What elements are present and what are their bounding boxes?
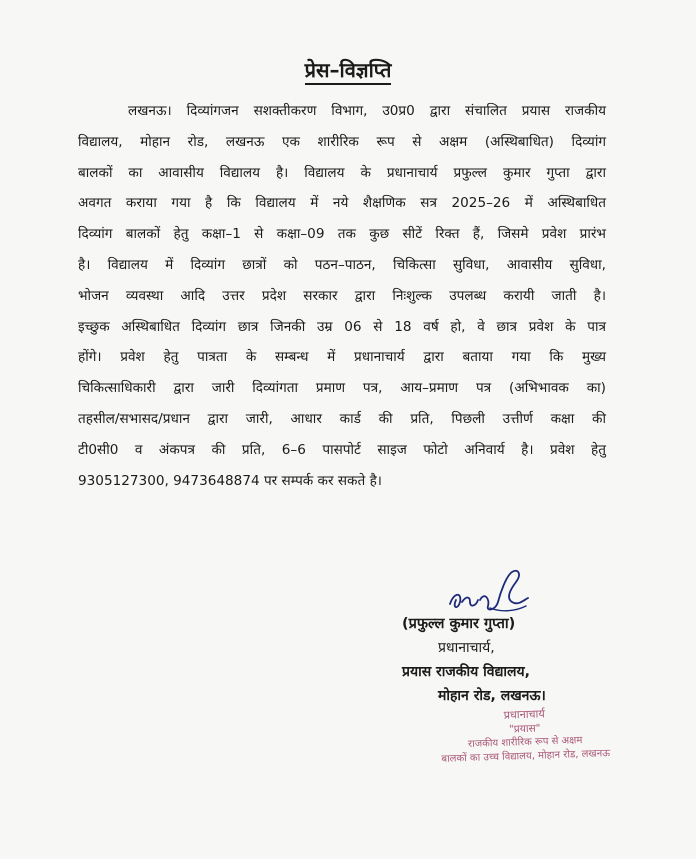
- body-line: बालकों का आवासीय विद्यालय है। विद्यालय के प्रधानाचार्य प्रफुल्ल कुमार गुप्ता द्वारा: [78, 164, 606, 181]
- signatory-name: (प्रफुल्ल कुमार गुप्ता): [402, 616, 516, 632]
- body-line: है। विद्यालय में दिव्यांग छात्रों को पठन–पाठन, चिकित्सा सुविधा, आवासीय सुविधा,: [78, 256, 606, 273]
- body-line: 9305127300, 9473648874 पर सम्पर्क कर सकते है।: [78, 472, 382, 489]
- body-line: चिकित्साधिकारी द्वारा जारी दिव्यांगता प्रमाण पत्र, आय–प्रमाण पत्र (अभिभावक का): [78, 380, 606, 397]
- body-line: विद्यालय, मोहान रोड, लखनऊ एक शारीरिक रूप से अक्षम (अस्थिबाधित) दिव्यांग: [78, 133, 606, 150]
- body-line: भोजन व्यवस्था आदि उत्तर प्रदेश सरकार द्वारा निःशुल्क उपलब्ध करायी जाती है।: [78, 287, 606, 304]
- signatory-address: मोहान रोड, लखनऊ।: [438, 688, 546, 704]
- stamp-line: राजकीय शारीरिक रूप से अक्षम: [467, 735, 583, 750]
- stamp-line: बालकों का उच्च विद्यालय, मोहान रोड, लखनऊ: [441, 748, 611, 765]
- body-line: होंगे। प्रवेश हेतु पात्रता के सम्बन्ध में प्रधानाचार्य द्वारा बताया गया कि मुख्य: [78, 349, 606, 366]
- body-line: लखनऊ। दिव्यांगजन सशक्तीकरण विभाग, उ0प्र0 द्वारा संचालित प्रयास राजकीय: [128, 103, 606, 119]
- body-line: इच्छुक अस्थिबाधित दिव्यांग छात्र जिनकी उम्र 06 से 18 वर्ष हो, वे छात्र प्रवेश के पात्र: [78, 318, 606, 335]
- body-line: दिव्यांग बालकों हेतु कक्षा–1 से कक्षा–09 तक कुछ सीटें रिक्त हैं, जिसमे प्रवेश प्रारंभ: [78, 226, 606, 243]
- body-line: अवगत कराया गया है कि विद्यालय में नये शैक्षणिक सत्र 2025–26 में अस्थिबाधित: [78, 195, 606, 212]
- body-line: टी0सी0 व अंकपत्र की प्रति, 6–6 पासपोर्ट साइज फोटो अनिवार्य है। प्रवेश हेतु: [78, 441, 606, 458]
- body-paragraph: [78, 96, 606, 496]
- signatory-designation: प्रधानाचार्य,: [438, 640, 495, 656]
- document-title: [0, 56, 696, 83]
- stamp-line: "प्रयास": [508, 722, 541, 736]
- body-line: तहसील/सभासद/प्रधान द्वारा जारी, आधार कार्ड की प्रति, पिछली उत्तीर्ण कक्षा की: [78, 410, 606, 427]
- official-stamp: [419, 704, 631, 767]
- signatory-school: प्रयास राजकीय विद्यालय,: [402, 664, 530, 680]
- signatory-block: [402, 612, 602, 708]
- stamp-line: प्रधानाचार्य: [503, 707, 545, 722]
- title-text: प्रेस–विज्ञप्ति: [305, 58, 392, 85]
